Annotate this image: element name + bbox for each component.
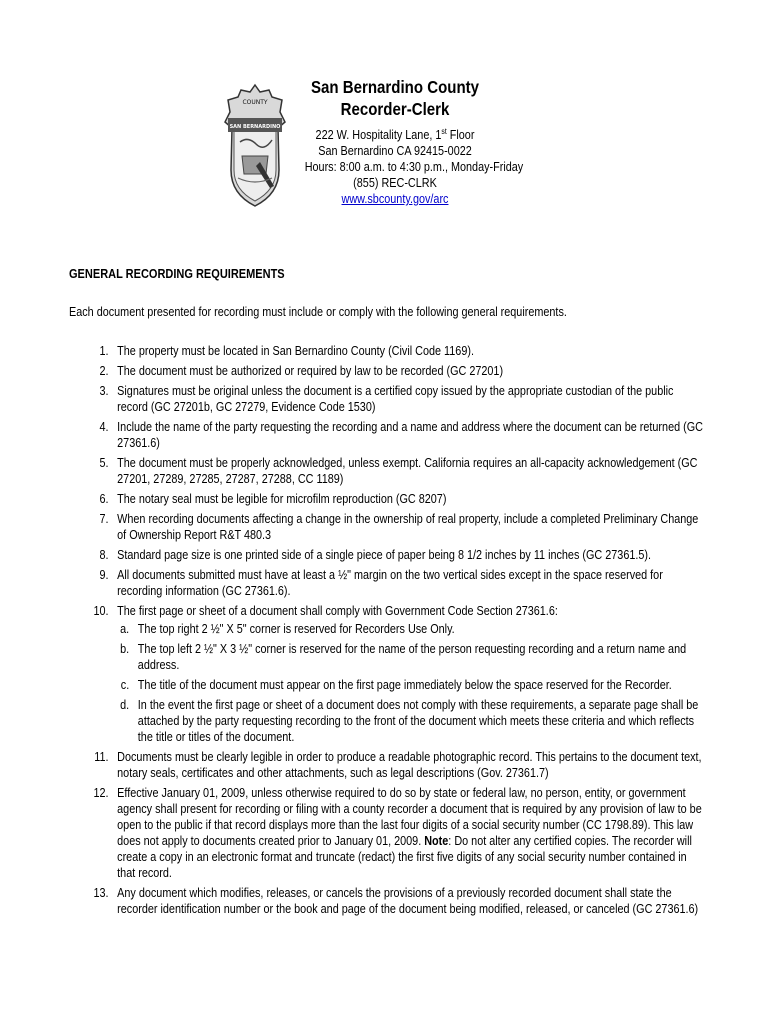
requirement-item [69,455,706,487]
office-address [305,127,486,143]
requirement-item [69,567,706,599]
requirement-item [69,547,706,563]
requirement-number: 13. [93,886,109,900]
requirement-number: 1. [99,344,109,358]
requirement-text: The property must be located in San Bernardino County (Civil Code 1169). [117,344,474,358]
requirement-text: Standard page size is one printed side of a single piece of paper being 8 1/2 inches by 11 inches (GC 27361.5). [117,548,652,562]
requirement-item [69,419,706,451]
requirements-list [69,343,706,917]
seal-text-bottom: SAN BERNARDINO [229,124,281,130]
requirement-number: 8. [99,548,109,562]
subrequirements-list [117,621,706,745]
requirements-section [69,266,706,921]
requirement-number: 3. [99,384,109,398]
requirement-number: 9. [99,568,109,582]
requirement-number: 12. [93,786,109,800]
requirement-item [69,885,706,917]
seal-text-top: COUNTY [242,99,268,106]
requirement-text: The document must be authorized or required by law to be recorded (GC 27201) [117,364,504,378]
requirement-text: The notary seal must be legible for microfilm reproduction (GC 8207) [117,492,447,506]
address-floor: Floor [446,128,475,142]
requirement-number: 6. [99,492,109,506]
website-link[interactable]: www.sbcounty.gov/arc [341,192,449,206]
county-seal-icon [222,82,288,210]
subrequirement-letter: b. [120,642,130,656]
requirement-item [69,511,706,543]
office-department: Recorder-Clerk [340,99,450,119]
requirement-item [69,603,706,745]
requirement-text: The first page or sheet of a document shall comply with Government Code Section 27361.6: [117,604,558,618]
requirement-item [69,491,706,507]
requirement-text: Documents must be clearly legible in order to produce a readable photographic record. This pertains to the document text, notary seals, certificates and other attachments, such as legal descriptions (Gov. 27361.7) [117,750,702,780]
requirement-item [69,363,706,379]
requirement-text: Signatures must be original unless the document is a certified copy issued by the appropriate custodian of the public record (GC 27201b, GC 27279, Evidence Code 1530) [117,384,674,414]
requirement-text: Effective January 01, 2009, unless otherwise required to do so by state or federal law, no person, entity, or government agency shall present for recording or filing with a county recorder a document that is required by any provision of law to be open to the public if that record displays more than the last four digits of a social security number (CC 1798.89). This law does not apply to documents created prior to January 01, 2009. [117,786,702,848]
requirement-item [69,383,706,415]
requirement-number: 4. [99,420,109,434]
subrequirement-text: The top right 2 ½" X 5" corner is reserved for Recorders Use Only. [137,622,455,636]
subrequirement-letter: d. [120,698,130,712]
requirement-item [69,749,706,781]
subrequirement-item [117,677,706,693]
requirement-text: When recording documents affecting a change in the ownership of real property, include a completed Preliminary Change of Ownership Report R&T 480.3 [117,512,699,542]
section-heading: GENERAL RECORDING REQUIREMENTS [69,266,285,281]
subrequirement-item [117,641,706,673]
requirement-number: 2. [99,364,109,378]
office-hours: Hours: 8:00 a.m. to 4:30 p.m., Monday-Friday [304,160,524,174]
section-intro: Each document presented for recording must include or comply with the following general requirements. [69,305,567,319]
subrequirement-text: The title of the document must appear on the first page immediately below the space reserved for the Recorder. [137,678,672,692]
office-header [290,76,524,207]
subrequirement-text: The top left 2 ½" X 3 ½" corner is reserved for the name of the person requesting recording and a return name and address. [137,642,687,672]
office-name: San Bernardino County [310,77,480,97]
requirement-item [69,785,706,881]
requirement-text: Include the name of the party requesting the recording and a name and address where the document can be returned (GC 27361.6) [117,420,703,450]
address-superscript: st [441,127,447,136]
address-street: 222 W. Hospitality Lane, 1 [315,128,442,142]
requirement-text: Any document which modifies, releases, or cancels the provisions of a previously recorded document shall state the recorder identification number or the book and page of the document being modified, released, or canceled (GC 27361.6) [117,886,699,916]
subrequirement-text: In the event the first page or sheet of a document does not comply with these requirements, a separate page shall be attached by the party requesting recording to the front of the document which meets these criteria and which reflects the title or titles of the document. [137,698,699,744]
requirement-text: All documents submitted must have at least a ½" margin on the two vertical sides except in the space reserved for recording information (GC 27361.6). [117,568,663,598]
subrequirement-item [117,621,706,637]
requirement-number: 7. [99,512,109,526]
subrequirement-item [117,697,706,745]
subrequirement-letter: c. [120,678,130,692]
note-label: Note [424,834,449,848]
requirement-number: 11. [94,750,109,764]
note-text: : Do not alter any certified copies. The recorder will create a copy in an electronic format and truncate (redact) the first five digits of any social security number contained in that record. [117,834,692,880]
subrequirement-letter: a. [120,622,130,636]
office-city: San Bernardino CA 92415-0022 [318,144,472,158]
office-phone: (855) REC-CLRK [353,176,437,190]
requirement-number: 5. [99,456,109,470]
requirement-number: 10. [93,604,109,618]
requirement-text: The document must be properly acknowledged, unless exempt. California requires an all-capacity acknowledgement (GC 27201, 27289, 27285, 27287, 27288, CC 1189) [117,456,698,486]
requirement-item [69,343,706,359]
